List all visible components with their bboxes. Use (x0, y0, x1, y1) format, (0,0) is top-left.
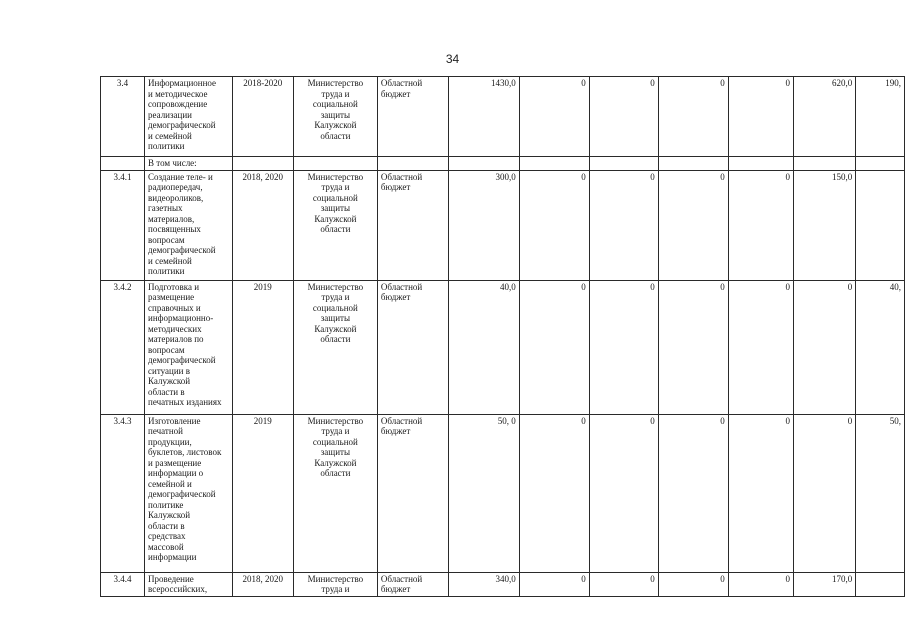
amount-cell (856, 157, 905, 171)
activity-name-line: сопровождение (148, 99, 208, 109)
funding-source-line: Областной (380, 78, 423, 88)
responsible-executor-line: социальной (312, 302, 358, 313)
table-row (101, 170, 905, 280)
amount-cell: 0 (658, 280, 728, 414)
activity-name-line: средствах (148, 531, 186, 541)
activity-name-line: информации (148, 552, 197, 562)
activity-name-cell (145, 572, 233, 596)
activity-name-line: посвященных (148, 224, 201, 234)
amount-cell: 0 (728, 414, 793, 572)
amount-cell: 0 (794, 280, 856, 414)
amount-cell (856, 170, 905, 280)
funding-source-line: Областной (380, 171, 423, 182)
funding-source-line: Областной (380, 573, 423, 584)
responsible-executor-line: защиты (320, 203, 351, 213)
responsible-executor-line: защиты (320, 313, 351, 323)
activity-name-line: Калужской (148, 510, 191, 520)
responsible-executor-cell (293, 157, 377, 171)
responsible-executor-line: области (320, 130, 351, 141)
amount-cell: 40, (856, 280, 905, 414)
responsible-executor-line: социальной (312, 192, 358, 203)
activity-name-line: размещение (148, 292, 195, 302)
responsible-executor-line: защиты (320, 109, 351, 120)
activity-name-line: радиопередач, (148, 182, 203, 192)
amount-cell: 0 (519, 414, 589, 572)
activity-name-line: и семейной (148, 255, 192, 266)
amount-cell: 40,0 (448, 280, 519, 414)
amount-cell: 0 (519, 280, 589, 414)
activity-name-line: методических (148, 323, 202, 334)
activity-name-line: печатной (148, 426, 183, 436)
funding-source-line: Областной (380, 415, 423, 426)
activity-name-line: и размещение (148, 457, 202, 468)
responsible-executor-line: труда и (321, 292, 350, 302)
row-number-cell: 3.4 (101, 77, 145, 157)
table-row (101, 572, 905, 596)
amount-cell (794, 157, 856, 171)
amount-cell: 150,0 (794, 170, 856, 280)
activity-name-line: В том числе: (148, 158, 197, 168)
amount-cell (589, 157, 658, 171)
activity-name-line: информации о (148, 468, 204, 478)
activity-name-cell (145, 280, 233, 414)
responsible-executor-line: Министерство (307, 573, 364, 584)
responsible-executor-line: Калужской (314, 120, 357, 130)
activity-name-cell (145, 414, 233, 572)
activity-name-line: и методическое (148, 88, 208, 99)
amount-cell: 50, 0 (448, 414, 519, 572)
table-row (101, 77, 905, 157)
activity-name-line: всероссийских, (148, 584, 208, 594)
activity-name-cell (145, 77, 233, 157)
years-cell: 2018, 2020 (232, 572, 293, 596)
amount-cell: 0 (589, 414, 658, 572)
responsible-executor-cell (293, 414, 377, 572)
amount-cell (519, 157, 589, 171)
amount-cell: 0 (658, 414, 728, 572)
amount-cell: 0 (728, 572, 793, 596)
responsible-executor-line: Министерство (307, 78, 364, 88)
activity-name-line: реализации (148, 109, 193, 120)
responsible-executor-line: Министерство (307, 171, 364, 182)
responsible-executor-line: труда и (321, 88, 350, 99)
activity-name-line: Создание теле- и (148, 171, 213, 182)
activity-name-line: области в (148, 520, 185, 531)
amount-cell: 0 (519, 572, 589, 596)
responsible-executor-cell (293, 572, 377, 596)
activity-name-line: и семейной (148, 130, 192, 141)
responsible-executor-line: защиты (320, 447, 351, 457)
activity-name-line: Подготовка и (148, 281, 200, 292)
amount-cell: 0 (658, 572, 728, 596)
row-number-cell: 3.4.2 (101, 280, 145, 414)
responsible-executor-line: Министерство (307, 281, 364, 292)
years-cell: 2019 (232, 280, 293, 414)
responsible-executor-line: области (320, 468, 351, 478)
responsible-executor-line: Калужской (314, 213, 357, 224)
funding-source-cell (377, 77, 448, 157)
activity-name-cell (145, 170, 233, 280)
activity-name-line: демографической (148, 489, 216, 499)
budget-table (100, 76, 905, 597)
amount-cell: 170,0 (794, 572, 856, 596)
activity-name-line: Проведение (148, 573, 194, 584)
responsible-executor-line: области (320, 224, 351, 234)
activity-name-line: семейной и (148, 478, 192, 489)
amount-cell (728, 157, 793, 171)
activity-name-line: политике (148, 499, 184, 510)
page-number: 34 (445, 52, 460, 66)
responsible-executor-line: труда и (321, 182, 350, 192)
amount-cell: 620,0 (794, 77, 856, 157)
funding-source-line: Областной (380, 281, 423, 292)
table-row (101, 157, 905, 171)
activity-name-line: демографической (148, 120, 216, 130)
funding-source-line: бюджет (380, 426, 411, 436)
responsible-executor-line: труда и (321, 584, 350, 594)
activity-name-line: области в (148, 386, 185, 397)
row-number-cell (101, 157, 145, 171)
amount-cell: 0 (589, 572, 658, 596)
funding-source-line: бюджет (380, 584, 411, 594)
responsible-executor-line: Министерство (307, 415, 364, 426)
table-row (101, 280, 905, 414)
activity-name-cell (145, 157, 233, 171)
amount-cell: 0 (589, 280, 658, 414)
funding-source-cell (377, 170, 448, 280)
activity-name-line: буклетов, листовок (148, 447, 222, 457)
responsible-executor-line: Калужской (314, 457, 357, 468)
activity-name-line: информационно- (148, 313, 214, 323)
activity-name-line: демографической (148, 355, 216, 365)
amount-cell (448, 157, 519, 171)
amount-cell: 0 (519, 77, 589, 157)
amount-cell: 0 (728, 280, 793, 414)
amount-cell: 0 (589, 170, 658, 280)
years-cell: 2019 (232, 414, 293, 572)
funding-source-cell (377, 280, 448, 414)
activity-name-line: демографической (148, 245, 216, 255)
activity-name-line: материалов, (148, 213, 195, 224)
amount-cell: 340,0 (448, 572, 519, 596)
amount-cell (658, 157, 728, 171)
amount-cell: 190, (856, 77, 905, 157)
activity-name-line: газетных (148, 203, 183, 213)
funding-source-line: бюджет (380, 182, 411, 192)
responsible-executor-cell (293, 77, 377, 157)
responsible-executor-line: труда и (321, 426, 350, 436)
funding-source-cell (377, 414, 448, 572)
activity-name-line: Калужской (148, 376, 191, 386)
amount-cell: 50, (856, 414, 905, 572)
years-cell: 2018-2020 (232, 77, 293, 157)
activity-name-line: справочных и (148, 302, 201, 313)
activity-name-line: политики (148, 266, 185, 276)
years-cell: 2018, 2020 (232, 170, 293, 280)
activity-name-line: вопросам (148, 344, 185, 355)
activity-name-line: печатных изданиях (148, 397, 222, 407)
amount-cell (856, 572, 905, 596)
activity-name-line: Изготовление (148, 415, 201, 426)
table-row (101, 414, 905, 572)
funding-source-cell (377, 572, 448, 596)
row-number-cell: 3.4.4 (101, 572, 145, 596)
responsible-executor-line: социальной (312, 99, 358, 109)
responsible-executor-cell (293, 170, 377, 280)
responsible-executor-line: социальной (312, 436, 358, 447)
responsible-executor-line: области (320, 334, 351, 344)
amount-cell: 0 (519, 170, 589, 280)
years-cell (232, 157, 293, 171)
activity-name-line: Информационное (148, 78, 217, 88)
amount-cell: 0 (728, 77, 793, 157)
funding-source-line: бюджет (380, 292, 411, 302)
amount-cell: 0 (794, 414, 856, 572)
activity-name-line: ситуации в (148, 365, 190, 376)
activity-name-line: видеороликов, (148, 192, 204, 203)
activity-name-line: массовой (148, 541, 184, 552)
row-number-cell: 3.4.3 (101, 414, 145, 572)
responsible-executor-cell (293, 280, 377, 414)
activity-name-line: продукции, (148, 436, 192, 447)
funding-source-line: бюджет (380, 88, 411, 99)
activity-name-line: политики (148, 141, 185, 151)
amount-cell: 300,0 (448, 170, 519, 280)
responsible-executor-line: Калужской (314, 323, 357, 334)
amount-cell: 0 (728, 170, 793, 280)
amount-cell: 0 (589, 77, 658, 157)
amount-cell: 0 (658, 170, 728, 280)
amount-cell: 1430,0 (448, 77, 519, 157)
amount-cell: 0 (658, 77, 728, 157)
activity-name-line: вопросам (148, 234, 185, 245)
funding-source-cell (377, 157, 448, 171)
row-number-cell: 3.4.1 (101, 170, 145, 280)
activity-name-line: материалов по (148, 334, 204, 344)
